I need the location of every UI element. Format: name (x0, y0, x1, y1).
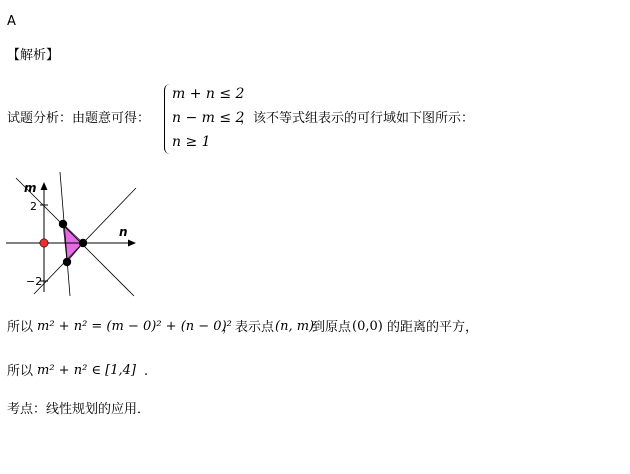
tick-label-neg2: −2 (26, 275, 43, 288)
answer-label: A (7, 14, 16, 29)
line1-middle: ，表示点 (222, 320, 275, 335)
vertex-bottom (63, 258, 71, 266)
line1-expression: m² + n² = (m − 0)² + (n − 0)² (37, 319, 232, 334)
n-axis-label: n (119, 225, 128, 239)
system-line-2: n − m ≤ 2 (172, 110, 245, 126)
m-axis-arrow (41, 182, 48, 190)
analysis-prefix: 试题分析：由题意可得： (7, 111, 151, 126)
n-axis-arrow (128, 240, 136, 247)
feasible-region-graph (4, 170, 144, 300)
line2-suffix: . (144, 364, 149, 379)
footer-note: 考点：线性规划的应用． (7, 402, 151, 417)
system-line-3: n ≥ 1 (172, 134, 211, 150)
line2-expression: m² + n² ∈ [1,4] (37, 363, 136, 378)
point-nm: (n, m) (275, 319, 315, 334)
line1-prefix: 所以 (7, 320, 34, 335)
m-axis-label: m (24, 181, 37, 195)
tick-label-2: 2 (30, 200, 37, 213)
origin-coords: (0,0) (352, 319, 383, 334)
system-line-1: m + n ≤ 2 (172, 86, 245, 102)
vertex-top (59, 220, 67, 228)
line2-prefix: 所以 (7, 364, 34, 379)
vertex-right (79, 239, 87, 247)
line1-suffix: 的距离的平方， (387, 320, 479, 335)
section-heading: 【解析】 (7, 48, 60, 63)
line1-mid2: 到原点 (312, 320, 352, 335)
origin-point (40, 239, 48, 247)
analysis-suffix: ，该不等式组表示的可行域如下图所示： (240, 111, 475, 126)
